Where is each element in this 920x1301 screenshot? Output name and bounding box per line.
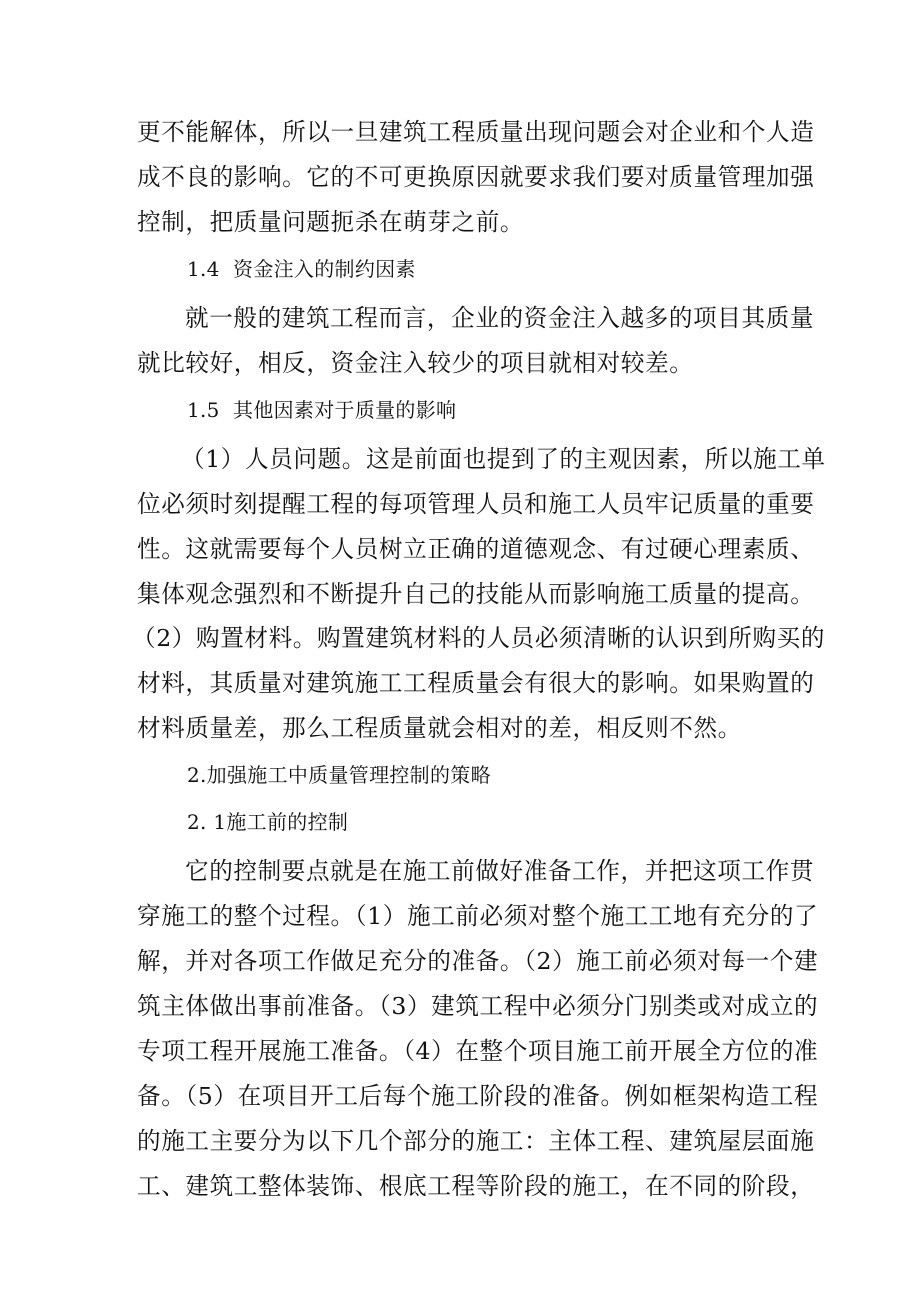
section-heading-2: 2.加强施工中质量管理控制的策略 — [187, 763, 491, 787]
paragraph-2-line-2: 就比较好，相反，资金注入较少的项目就相对较差。 — [137, 349, 694, 377]
paragraph-4-line-5: 专项工程开展施工准备。（4）在整个项目施工前开展全方位的准 — [137, 1037, 819, 1065]
paragraph-4-line-8: 工、建筑工整体装饰、根底工程等阶段的施工，在不同的阶段， — [137, 1172, 815, 1200]
paragraph-3-line-1: （1）人员问题。这是前面也提到了的主观因素，所以施工单 — [181, 445, 826, 473]
paragraph-3-line-3: 性。这就需要每个人员树立正确的道德观念、有过硬心理素质、 — [137, 535, 815, 563]
paragraph-3-line-4: 集体观念强烈和不断提升自己的技能从而影响施工质量的提高。 — [137, 580, 815, 608]
paragraph-4-line-3: 解，并对各项工作做足充分的准备。（2）施工前必须对每一个建 — [137, 947, 819, 975]
paragraph-4-line-1: 它的控制要点就是在施工前做好准备工作，并把这项工作贯 — [185, 857, 815, 885]
paragraph-4-line-4: 筑主体做出事前准备。（3）建筑工程中必须分门别类或对成立的 — [137, 992, 819, 1020]
paragraph-3-line-2: 位必须时刻提醒工程的每项管理人员和施工人员牢记质量的重要 — [137, 490, 815, 518]
section-heading-1-5: 1.5 其他因素对于质量的影响 — [187, 398, 457, 422]
paragraph-2-line-1: 就一般的建筑工程而言，企业的资金注入越多的项目其质量 — [185, 304, 815, 332]
paragraph-4-line-6: 备。（5）在项目开工后每个施工阶段的准备。例如框架构造工程 — [137, 1082, 819, 1110]
section-heading-2-1: 2. 1施工前的控制 — [187, 810, 349, 834]
paragraph-4-line-7: 的施工主要分为以下几个部分的施工：主体工程、建筑屋层面施 — [137, 1127, 815, 1155]
paragraph-3-line-6: 材料，其质量对建筑施工工程质量会有很大的影响。如果购置的 — [137, 669, 815, 697]
paragraph-1-line-2: 成不良的影响。它的不可更换原因就要求我们要对质量管理加强 — [137, 163, 815, 191]
section-heading-1-4: 1.4 资金注入的制约因素 — [187, 257, 416, 281]
paragraph-1-line-1: 更不能解体，所以一旦建筑工程质量出现问题会对企业和个人造 — [137, 118, 815, 146]
paragraph-3-line-7: 材料质量差，那么工程质量就会相对的差，相反则不然。 — [137, 714, 742, 742]
paragraph-1-line-3: 控制，把质量问题扼杀在萌芽之前。 — [137, 208, 525, 236]
paragraph-4-line-2: 穿施工的整个过程。（1）施工前必须对整个施工工地有充分的了 — [137, 902, 819, 930]
paragraph-3-line-5: （2）购置材料。购置建筑材料的人员必须清晰的认识到所购买的 — [132, 624, 826, 652]
